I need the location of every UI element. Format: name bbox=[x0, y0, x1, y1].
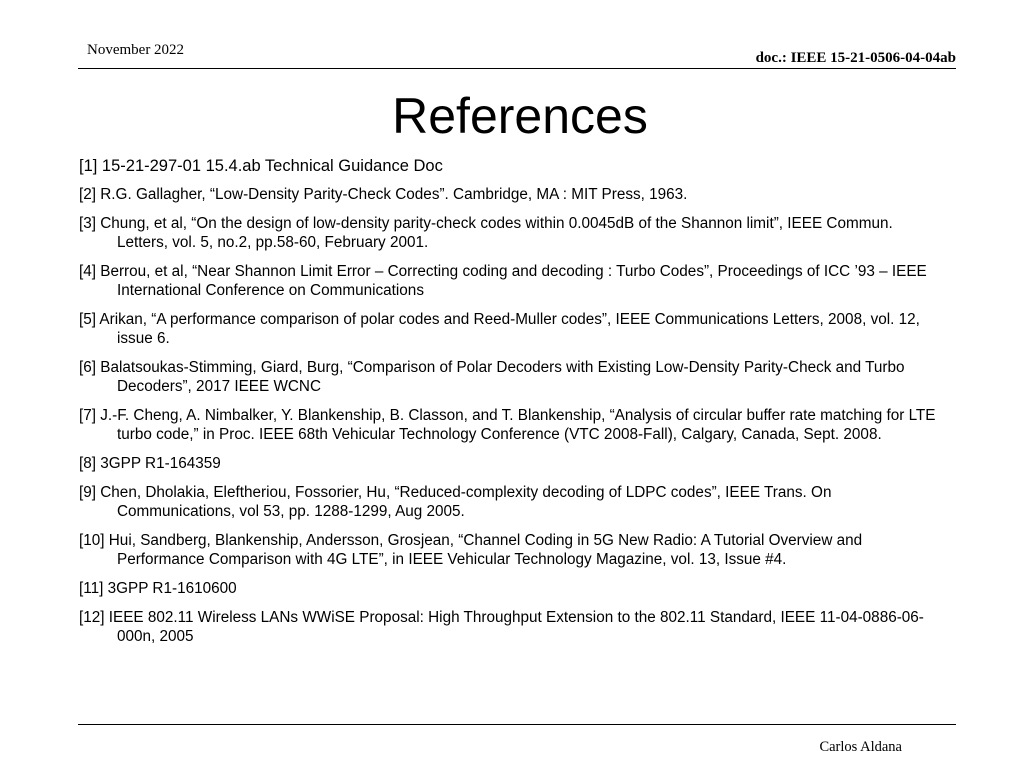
header-doc-id: doc.: IEEE 15-21-0506-04-04ab bbox=[755, 50, 956, 66]
reference-item: [2] R.G. Gallagher, “Low-Density Parity-Check Codes”. Cambridge, MA : MIT Press, 1963. bbox=[79, 186, 688, 203]
reference-item: [7] J.-F. Cheng, A. Nimbalker, Y. Blankenship, B. Classon, and T. Blankenship, “Analysis of circular buffer rate matching for LTE turbo code,” in Proc. IEEE 68th Vehicular Technology Conference (VTC 2008-Fall), Calgary, Canada, Sept. 2008. bbox=[79, 407, 936, 443]
footer-divider bbox=[78, 724, 956, 725]
reference-item: [10] Hui, Sandberg, Blankenship, Andersson, Grosjean, “Channel Coding in 5G New Radio: A Tutorial Overview and Performance Comparison with 4G LTE”, in IEEE Vehicular Technology Magazine, vol. 13, Issue #4. bbox=[79, 532, 863, 568]
reference-item: [12] IEEE 802.11 Wireless LANs WWiSE Proposal: High Throughput Extension to the 802.11 Standard, IEEE 11-04-0886-06-000n, 2005 bbox=[79, 609, 924, 645]
footer-author: Carlos Aldana bbox=[819, 739, 902, 755]
reference-item: [1] 15-21-297-01 15.4.ab Technical Guidance Doc bbox=[79, 157, 443, 175]
reference-item: [8] 3GPP R1-164359 bbox=[79, 455, 221, 472]
header-divider bbox=[78, 68, 956, 69]
reference-item: [5] Arikan, “A performance comparison of polar codes and Reed-Muller codes”, IEEE Communications Letters, 2008, vol. 12, issue 6. bbox=[79, 311, 920, 347]
reference-list bbox=[79, 157, 939, 656]
slide-title: References bbox=[392, 88, 648, 144]
reference-item: [6] Balatsoukas-Stimming, Giard, Burg, “Comparison of Polar Decoders with Existing Low-Density Parity-Check and Turbo Decoders”, 2017 IEEE WCNC bbox=[79, 359, 905, 395]
reference-item: [11] 3GPP R1-1610600 bbox=[79, 580, 237, 597]
reference-item: [3] Chung, et al, “On the design of low-density parity-check codes within 0.0045dB of the Shannon limit”, IEEE Commun. Letters, vol. 5, no.2, pp.58-60, February 2001. bbox=[79, 215, 893, 251]
header-date: November 2022 bbox=[87, 42, 185, 58]
reference-item: [9] Chen, Dholakia, Eleftheriou, Fossorier, Hu, “Reduced-complexity decoding of LDPC codes”, IEEE Trans. On Communications, vol 53, pp. 1288-1299, Aug 2005. bbox=[79, 484, 832, 520]
reference-item: [4] Berrou, et al, “Near Shannon Limit Error – Correcting coding and decoding : Turbo Codes”, Proceedings of ICC ’93 – IEEE International Conference on Communications bbox=[79, 263, 927, 299]
